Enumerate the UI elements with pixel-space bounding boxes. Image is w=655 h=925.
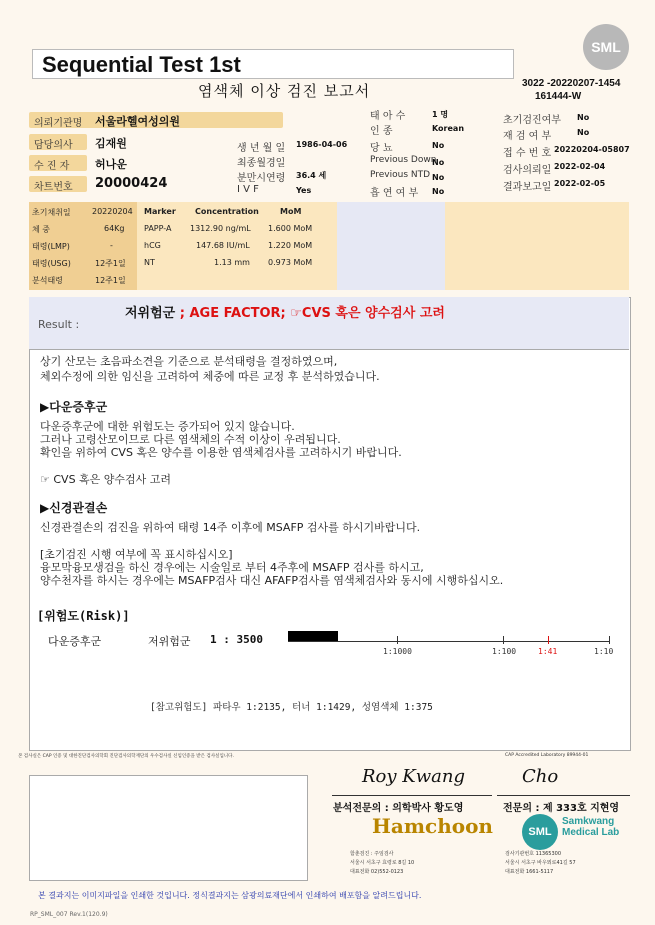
risk-row-level: 저위험군 <box>148 635 191 648</box>
marker-left-label: 초기채취일 <box>32 208 71 217</box>
chart-value: 20000424 <box>95 176 168 191</box>
initial-value: No <box>577 113 590 122</box>
footnote-right: CAP Accredited Laboratory 89944-01 <box>505 753 589 758</box>
race-value: Korean <box>432 124 465 133</box>
prev-down-label: Previous Down <box>370 155 437 165</box>
fetus-label: 태 아 수 <box>370 111 406 122</box>
signature-2-caption: 전문의 : 제 333호 지현영 <box>503 803 620 814</box>
smoking-label: 흡 연 여 부 <box>370 188 419 199</box>
marker-mom: 1.220 MoM <box>268 241 313 250</box>
risk-tick-label: 1:100 <box>492 647 517 656</box>
risk-title: [위험도(Risk)] <box>37 609 130 623</box>
body-line: 양수천자를 하시는 경우에는 MSAFP검사 대신 AFAFP검사를 염색체검사와 동시에 시행하십시오. <box>40 574 504 587</box>
receipt-label: 접 수 번 호 <box>503 148 552 159</box>
retest-label: 재 검 여 부 <box>503 131 552 142</box>
request-date-value: 2022-02-04 <box>554 162 606 171</box>
initial-label: 초기검진여부 <box>503 115 561 126</box>
marker-mid-panel <box>337 202 445 290</box>
reference-risk: [참고위험도] 파타우 1:2135, 터너 1:1429, 성염색체 1:375 <box>150 702 433 713</box>
race-label: 인 종 <box>370 126 393 137</box>
risk-tick-label: 1:1000 <box>383 647 412 656</box>
body-line: [초기검진 시행 여부에 꼭 표시하십시오] <box>40 548 233 561</box>
mom-col-header: MoM <box>280 207 302 216</box>
form-code: RP_SML_007 Rev.1(120.9) <box>30 911 108 918</box>
marker-left-label: 분석태령 <box>32 276 63 285</box>
chart-label: 차트번호 <box>34 182 73 193</box>
sml-lab-logo-icon: SML <box>522 814 558 850</box>
risk-scale-line <box>288 641 610 642</box>
receipt-value: 20220204-05807 <box>554 145 630 154</box>
address-line: 대표전화 1661-5117 <box>505 869 554 875</box>
prev-down-value: No <box>432 158 445 167</box>
marker-left-label: 태령(LMP) <box>32 242 70 251</box>
prev-ntd-value: No <box>432 173 445 182</box>
body-line: 그러나 고령산모이므로 다른 염색체의 수적 이상이 우려됩니다. <box>40 433 341 446</box>
report-title: Sequential Test 1st <box>42 52 241 77</box>
result-advice: ; AGE FACTOR; ☞CVS 혹은 양수검사 고려 <box>179 306 445 321</box>
marker-name: hCG <box>144 241 161 250</box>
sml-lab-name-1: Samkwang <box>562 816 615 827</box>
body-line: 체외수정에 의한 임신을 고려하여 체중에 따른 교정 후 분석하였습니다. <box>40 370 380 383</box>
doctor-label: 담당의사 <box>34 140 73 151</box>
marker-conc: 1312.90 ng/mL <box>190 224 251 233</box>
request-date-label: 검사의뢰일 <box>503 165 552 176</box>
diabetes-label: 당 뇨 <box>370 143 393 154</box>
body-line: 융모막융모생검을 하신 경우에는 시술일로 부터 4주후에 MSAFP 검사를 하시고, <box>40 561 424 574</box>
risk-tick-label: 1:10 <box>594 647 614 656</box>
signature-1: Roy Kwang <box>362 766 465 787</box>
sml-logo-icon: SML <box>583 24 629 70</box>
signature-line-2 <box>497 795 630 796</box>
address-line: 서울시 서초구 효령로 8길 10 <box>350 860 415 866</box>
marker-name: NT <box>144 258 155 267</box>
footnote-left: 본 검사실은 CAP 인증 및 대한진단검사의학회 진단검사의학재단의 우수검사실 신임인증을 받은 검사실입니다. <box>18 754 234 759</box>
hamchoon-address <box>350 850 414 877</box>
institution-value: 서울라헬여성의원 <box>95 115 181 128</box>
marker-conc: 1.13 mm <box>214 258 250 267</box>
ivf-label: I V F <box>237 184 259 195</box>
body-line: 신경관결손의 검진을 위하여 태령 14주 이후에 MSAFP 검사를 하시기바랍니다. <box>40 521 421 534</box>
body-line: 확인을 위하여 CVS 혹은 양수를 이용한 염색체검사를 고려하시기 바랍니다. <box>40 446 402 459</box>
hamchoon-logo: Hamchoon <box>372 814 493 838</box>
examinee-value: 허나운 <box>95 158 127 171</box>
marker-left-label: 태령(USG) <box>32 259 71 268</box>
marker-left-value: 12주1일 <box>95 259 126 268</box>
down-syndrome-heading: ▶다운증후군 <box>40 400 108 414</box>
marker-left-value: 20220204 <box>92 207 133 216</box>
age-label: 분만시연령 <box>237 173 286 184</box>
conc-col-header: Concentration <box>195 207 259 216</box>
diabetes-value: No <box>432 141 445 150</box>
marker-name: PAPP-A <box>144 224 172 233</box>
smoking-value: No <box>432 187 445 196</box>
risk-tick <box>609 636 610 644</box>
institution-label: 의뢰기관명 <box>34 118 83 129</box>
signature-1-caption: 분석전문의 : 의학박사 황도영 <box>333 803 464 814</box>
marker-conc: 147.68 IU/mL <box>196 241 250 250</box>
signature-2: Cho <box>522 766 559 787</box>
marker-col-header: Marker <box>144 207 176 216</box>
comment-box <box>29 775 308 881</box>
ivf-value: Yes <box>296 186 312 195</box>
report-code-2: 161444-W <box>535 91 582 102</box>
result-summary <box>125 302 445 321</box>
bottom-notice: 본 결과지는 이미지파일을 인쇄한 것입니다. 정식결과지는 삼광의료재단에서 인쇄하여 배포함을 알려드립니다. <box>38 891 422 900</box>
sml-lab-name-2: Medical Lab <box>562 827 620 838</box>
address-line: 검사기관번호 11365300 <box>505 851 562 857</box>
risk-row-label: 다운증후군 <box>48 635 102 648</box>
risk-tick-label: 1:41 <box>538 647 558 656</box>
sml-address <box>505 850 576 877</box>
risk-bar <box>288 631 338 641</box>
risk-tick <box>503 636 504 644</box>
report-code-1: 3022 -20220207-1454 <box>522 78 621 89</box>
retest-value: No <box>577 128 590 137</box>
marker-left-value: 12주1일 <box>95 276 126 285</box>
dob-value: 1986-04-06 <box>296 140 348 149</box>
doctor-value: 김재원 <box>95 137 127 150</box>
address-line: 대표전화 02)552-0123 <box>350 869 404 875</box>
risk-tick <box>397 636 398 644</box>
risk-tick-cutoff <box>548 636 549 644</box>
body-line: 상기 산모는 초음파소견을 기준으로 분석태령을 결정하였으며, <box>40 355 338 368</box>
lmp-label: 최종월경일 <box>237 158 286 169</box>
sml-lab-name <box>562 816 619 838</box>
age-value: 36.4 세 <box>296 171 327 180</box>
report-date-label: 결과보고일 <box>503 182 552 193</box>
signature-line-1 <box>332 795 492 796</box>
result-level: 저위험군 <box>125 306 176 321</box>
ntd-heading: ▶신경관결손 <box>40 501 108 515</box>
marker-mom: 0.973 MoM <box>268 258 313 267</box>
marker-mom: 1.600 MoM <box>268 224 313 233</box>
examinee-label: 수 진 자 <box>34 161 70 172</box>
dob-label: 생 년 월 일 <box>237 143 286 154</box>
body-line: 다운증후군에 대한 위험도는 증가되어 있지 않습니다. <box>40 420 295 433</box>
report-date-value: 2022-02-05 <box>554 179 606 188</box>
fetus-value: 1 명 <box>432 110 449 119</box>
marker-left-label: 체 중 <box>32 225 50 234</box>
address-line: 서울시 서초구 바우뫼로41길 57 <box>505 860 576 866</box>
marker-left-value: - <box>110 241 113 250</box>
prev-ntd-label: Previous NTD <box>370 170 431 180</box>
address-line: 함춘검진 : 주임검사 <box>350 851 394 857</box>
cvs-recommendation: ☞ CVS 혹은 양수검사 고려 <box>40 473 172 486</box>
result-label: Result : <box>38 318 80 331</box>
report-subtitle: 염색체 이상 검진 보고서 <box>198 82 371 100</box>
marker-left-value: 64Kg <box>104 224 125 233</box>
risk-row-value: 1 : 3500 <box>210 633 263 646</box>
